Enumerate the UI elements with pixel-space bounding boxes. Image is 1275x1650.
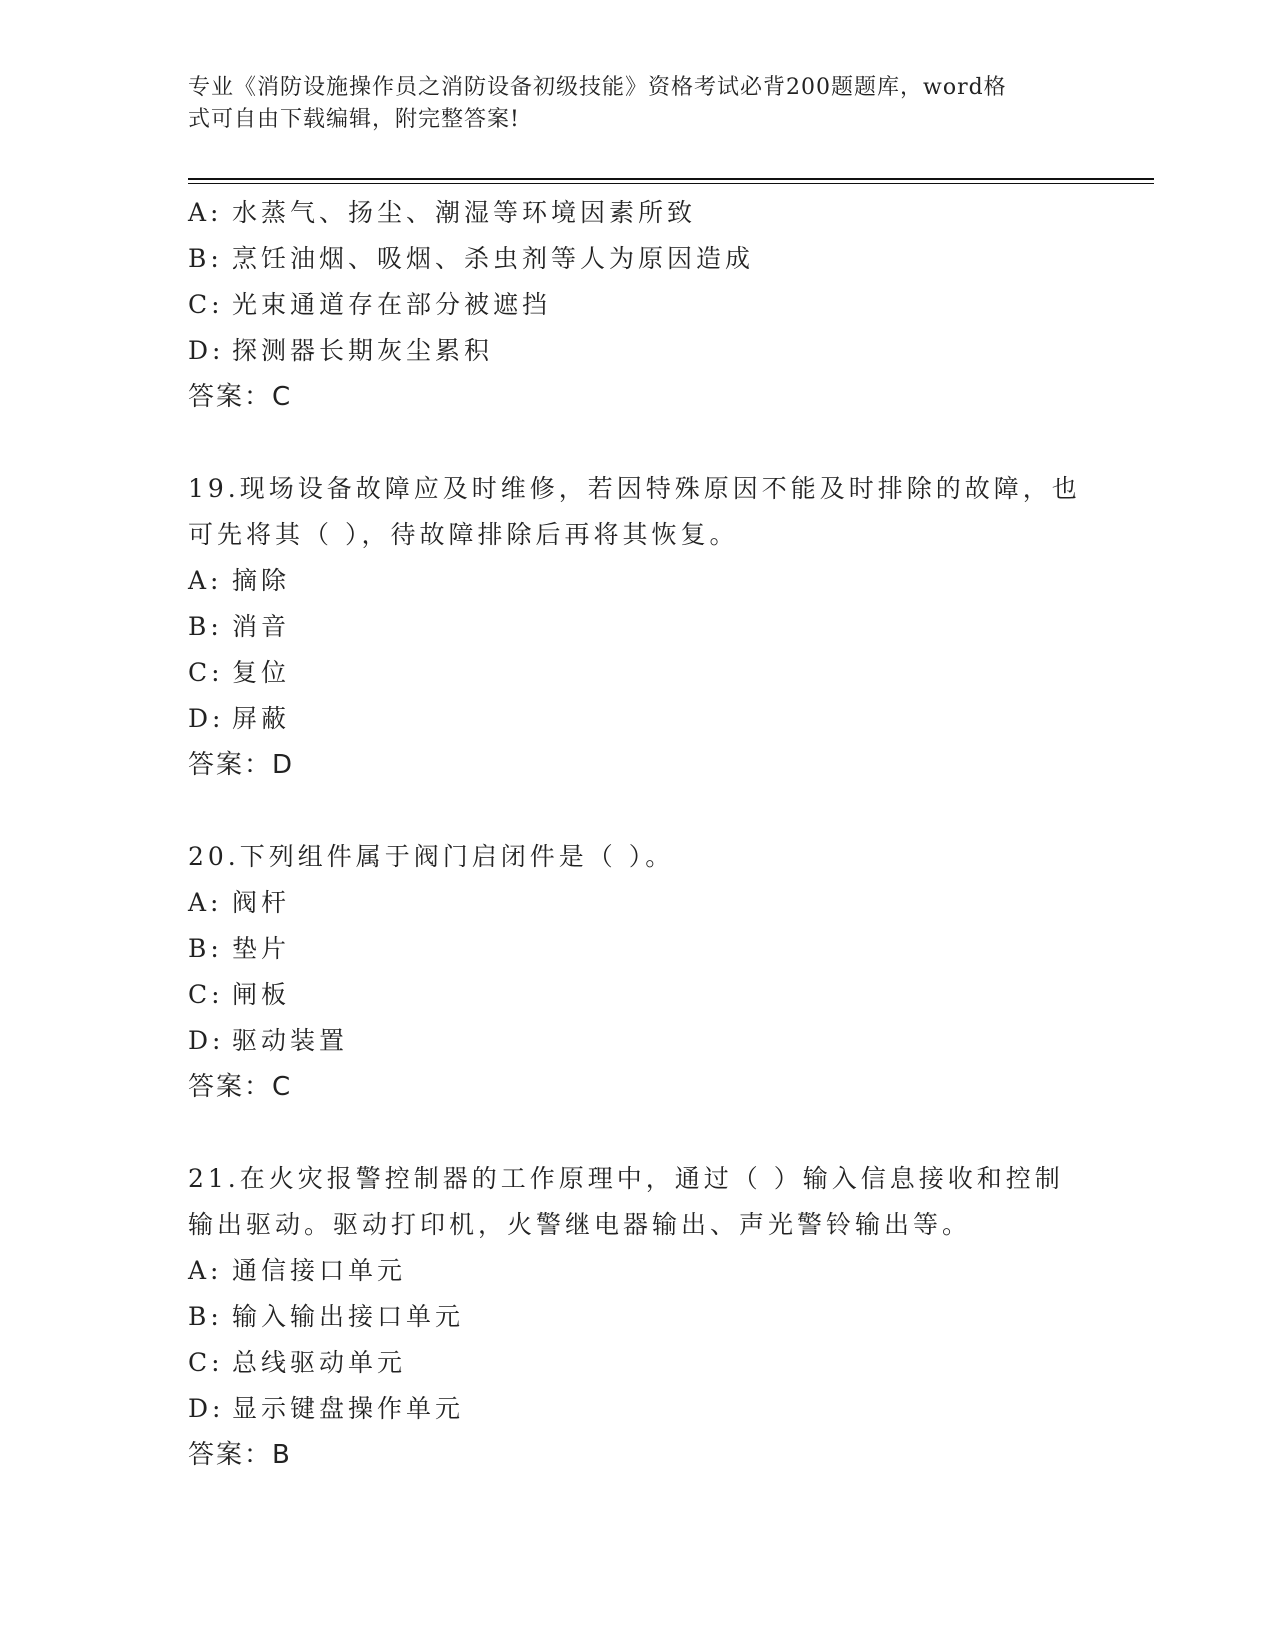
option-b bbox=[188, 236, 1088, 282]
option-text: 总线驱动单元 bbox=[232, 1348, 407, 1377]
option-text: 闸板 bbox=[232, 980, 291, 1009]
option-a bbox=[188, 190, 1088, 236]
option-letter: C: bbox=[188, 980, 224, 1009]
option-c bbox=[188, 650, 1088, 696]
option-text: 光束通道存在部分被遮挡 bbox=[232, 290, 552, 319]
question-18-continued bbox=[188, 190, 1088, 420]
option-text: 驱动装置 bbox=[232, 1026, 349, 1055]
answer-line: 答案：D bbox=[188, 750, 295, 780]
question-text-line-1: 21.在火灾报警控制器的工作原理中，通过（ ）输入信息接收和控制 bbox=[188, 1164, 1064, 1193]
question-text-line-1: 19.现场设备故障应及时维修，若因特殊原因不能及时排除的故障，也 bbox=[188, 474, 1081, 503]
option-letter: B: bbox=[188, 1302, 223, 1331]
option-d bbox=[188, 696, 1088, 742]
spacer bbox=[188, 420, 1088, 466]
spacer bbox=[188, 1110, 1088, 1156]
option-b bbox=[188, 926, 1088, 972]
option-letter: A: bbox=[188, 566, 223, 595]
header-divider-thin bbox=[188, 183, 1154, 184]
question-text-line-2: 输出驱动。驱动打印机，火警继电器输出、声光警铃输出等。 bbox=[188, 1210, 972, 1239]
option-text: 通信接口单元 bbox=[232, 1256, 407, 1285]
option-c bbox=[188, 282, 1088, 328]
option-text: 垫片 bbox=[232, 934, 291, 963]
option-b bbox=[188, 604, 1088, 650]
option-a bbox=[188, 1248, 1088, 1294]
spacer bbox=[188, 788, 1088, 834]
option-letter: B: bbox=[188, 934, 223, 963]
option-letter: B: bbox=[188, 244, 223, 273]
option-text: 显示键盘操作单元 bbox=[232, 1394, 465, 1423]
question-20 bbox=[188, 834, 1088, 1110]
option-letter: A: bbox=[188, 198, 223, 227]
answer-line: 答案：C bbox=[188, 1072, 293, 1102]
question-21 bbox=[188, 1156, 1088, 1478]
option-text: 阀杆 bbox=[232, 888, 291, 917]
option-a bbox=[188, 558, 1088, 604]
header-line-2: 式可自由下载编辑，附完整答案! bbox=[188, 107, 520, 132]
option-d bbox=[188, 328, 1088, 374]
option-text: 屏蔽 bbox=[232, 704, 291, 733]
option-text: 水蒸气、扬尘、潮湿等环境因素所致 bbox=[232, 198, 697, 227]
option-letter: A: bbox=[188, 888, 223, 917]
option-text: 摘除 bbox=[232, 566, 291, 595]
option-text: 烹饪油烟、吸烟、杀虫剂等人为原因造成 bbox=[232, 244, 755, 273]
option-letter: A: bbox=[188, 1256, 223, 1285]
option-letter: D: bbox=[188, 336, 225, 365]
option-text: 探测器长期灰尘累积 bbox=[232, 336, 494, 365]
option-letter: C: bbox=[188, 1348, 224, 1377]
option-letter: C: bbox=[188, 658, 224, 687]
option-text: 输入输出接口单元 bbox=[232, 1302, 465, 1331]
option-letter: D: bbox=[188, 1394, 225, 1423]
document-body bbox=[188, 190, 1088, 1478]
option-b bbox=[188, 1294, 1088, 1340]
question-19 bbox=[188, 466, 1088, 788]
option-letter: B: bbox=[188, 612, 223, 641]
option-c bbox=[188, 972, 1088, 1018]
option-d bbox=[188, 1018, 1088, 1064]
question-text-line-1: 20.下列组件属于阀门启闭件是（ ）。 bbox=[188, 842, 675, 871]
option-letter: C: bbox=[188, 290, 224, 319]
option-letter: D: bbox=[188, 704, 225, 733]
answer-line: 答案：C bbox=[188, 382, 293, 412]
question-text-line-2: 可先将其（ ），待故障排除后再将其恢复。 bbox=[188, 520, 739, 549]
option-text: 消音 bbox=[232, 612, 291, 641]
document-header bbox=[188, 72, 1088, 136]
option-letter: D: bbox=[188, 1026, 225, 1055]
option-c bbox=[188, 1340, 1088, 1386]
option-a bbox=[188, 880, 1088, 926]
header-divider-thick bbox=[188, 178, 1154, 180]
option-d bbox=[188, 1386, 1088, 1432]
answer-line: 答案：B bbox=[188, 1440, 292, 1470]
option-text: 复位 bbox=[232, 658, 291, 687]
header-line-1: 专业《消防设施操作员之消防设备初级技能》资格考试必背200题题库，word格 bbox=[188, 75, 1007, 100]
